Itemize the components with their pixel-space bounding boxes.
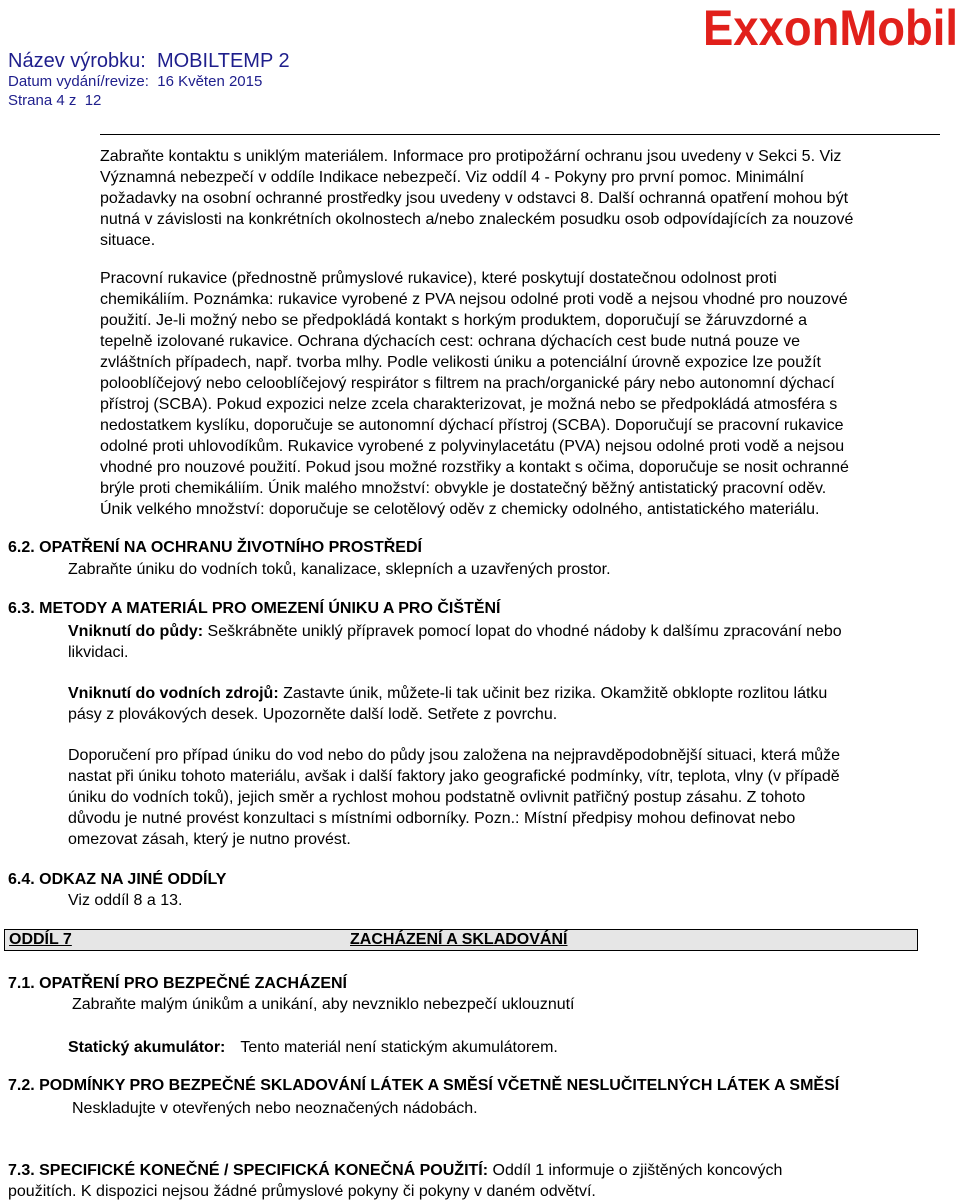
exxonmobil-logo (703, 0, 960, 58)
document-header (8, 50, 290, 110)
soil-ingress-text (68, 621, 842, 663)
static-accumulator-line (68, 1037, 558, 1058)
soil-ingress-value: Seškrábněte uniklý přípravek pomocí lopat do vhodné nádoby k dalšímu zpracování nebo likvidaci. (68, 623, 842, 661)
section-6-2-text: Zabraňte úniku do vodních toků, kanalizace, sklepních a uzavřených prostor. (68, 561, 611, 578)
section-6-3-title: 6.3. METODY A MATERIÁL PRO OMEZENÍ ÚNIKU A PRO ČIŠTĚNÍ (8, 600, 501, 617)
page-label: Strana 4 z (8, 92, 77, 109)
section-7-header (4, 929, 918, 951)
date-value: 16 Květen 2015 (157, 73, 263, 90)
static-accumulator-label: Statický akumulátor: (68, 1039, 226, 1056)
protective-equipment-text: Pracovní rukavice (přednostně průmyslové rukavice), které poskytují dostatečnou odolnost proti chemikáliím. Poznámka: rukavice vyrobené z PVA nejsou odolné proti vodě a nejsou vhodné pro nouzové použití. Je-li možný nebo se předpokládá kontakt s horkým produktem, doporučují se žáruvzdorné a tepelně izolované rukavice. Ochrana dýchacích cest: ochrana dýchacích cest bude nutná pouze ve zvláštních případech, např. tvorba mlhy. Podle velikosti úniku a potenciální úrovně expozice lze použít polooblíčejový nebo celooblíčejový respirátor s filtrem na prach/organické páry nebo autonomní dýchací přístroj (SCBA). Pokud expozici nelze zcela charakterizovat, je možná nebo se předpokládá atmosféra s nedostatkem kyslíku, doporučuje se autonomní dýchací přístroj (SCBA). Doporučují se pracovní rukavice odolné proti uhlovodíkům. Rukavice vyrobené z polyvinylacetátu (PVA) nejsou odolné proti vodě a nejsou vhodné pro nouzové použití. Pokud jsou možné rozstřiky a kontakt s očima, doporučuje se nosit ochranné brýle proti chemikáliím. Únik malého množství: obvykle je dostatečný běžný antistatický pracovní oděv. Únik velkého množství: doporučuje se celotělový oděv z chemicky odolného, antistatického materiálu. (100, 270, 849, 518)
section-7-3-block (8, 1160, 782, 1202)
water-ingress-label: Vniknutí do vodních zdrojů: (68, 685, 279, 702)
revision-date-line (8, 72, 290, 91)
product-name: MOBILTEMP 2 (156, 50, 290, 72)
product-label: Název výrobku: (8, 50, 146, 72)
spill-precautions-text: Zabraňte kontaktu s uniklým materiálem. Informace pro protipožární ochranu jsou uvedeny v Sekci 5. Viz Významná nebezpečí v oddíle Indikace nebezpečí. Viz oddíl 4 - Pokyny pro první pomoc. Minimální požadavky na osobní ochranné prostředky jsou uvedeny v odstavci 8. Další ochranná opatření mohou být nutná v závislosti na konkrétních okolnostech a/nebo znaleckém posudku osob odpovídajících za nouzové situace. (100, 148, 854, 249)
section-6-4-text: Viz oddíl 8 a 13. (68, 892, 183, 909)
date-label: Datum vydání/revize: (8, 73, 149, 90)
section-7-1-text: Zabraňte malým únikům a unikání, aby nevzniklo nebezpečí uklouznutí (72, 996, 575, 1013)
static-accumulator-value: Tento materiál není statickým akumulátorem. (240, 1039, 558, 1056)
soil-ingress-label: Vniknutí do půdy: (68, 623, 204, 640)
water-ingress-value: Zastavte únik, můžete-li tak učinit bez rizika. Okamžitě obklopte rozlitou látku pásy z plovákových desek. Upozorněte další lodě. Setřete z povrchu. (68, 685, 828, 723)
section-7-3-title: 7.3. SPECIFICKÉ KONEČNÉ / SPECIFICKÁ KONEČNÁ POUŽITÍ: (8, 1162, 489, 1179)
section-7-1-title: 7.1. OPATŘENÍ PRO BEZPEČNÉ ZACHÁZENÍ (8, 975, 347, 992)
header-divider (100, 134, 940, 135)
section-6-2-title: 6.2. OPATŘENÍ NA OCHRANU ŽIVOTNÍHO PROSTŘEDÍ (8, 539, 422, 556)
section-7-title: ZACHÁZENÍ A SKLADOVÁNÍ (350, 931, 568, 948)
spill-recommendation-text: Doporučení pro případ úniku do vod nebo do půdy jsou založena na nejpravděpodobnější situaci, která může nastat při úniku tohoto materiálu, avšak i další faktory jako geografické podmínky, vítr, teplota, vlny (v případě úniku do vodních toků), jejich směr a rychlost mohou podstatně ovlivnit patřičný postup zásahu. Z tohoto důvodu je nutné provést konzultaci s místními odborníky. Pozn.: Místní předpisy mohou definovat nebo omezovat zásah, který je nutno provést. (68, 747, 841, 848)
section-7-number: ODDÍL 7 (9, 931, 72, 948)
page-total: 12 (84, 92, 102, 109)
section-7-3-text: Oddíl 1 informuje o zjištěných koncových (488, 1162, 783, 1179)
page-number-line (8, 91, 290, 110)
section-7-3-text-continued: použitích. K dispozici nejsou žádné průmyslové pokyny či pokyny v daném odvětví. (8, 1183, 596, 1200)
section-7-2-text: Neskladujte v otevřených nebo neoznačených nádobách. (72, 1100, 478, 1117)
svg-text:ExxonMobil: ExxonMobil (703, 0, 958, 56)
product-line (8, 50, 290, 72)
section-6-4-title: 6.4. ODKAZ NA JINÉ ODDÍLY (8, 871, 227, 888)
section-7-2-title: 7.2. PODMÍNKY PRO BEZPEČNÉ SKLADOVÁNÍ LÁTEK A SMĚSÍ VČETNĚ NESLUČITELNÝCH LÁTEK A SMĚSÍ (8, 1077, 840, 1094)
water-ingress-text (68, 683, 827, 725)
